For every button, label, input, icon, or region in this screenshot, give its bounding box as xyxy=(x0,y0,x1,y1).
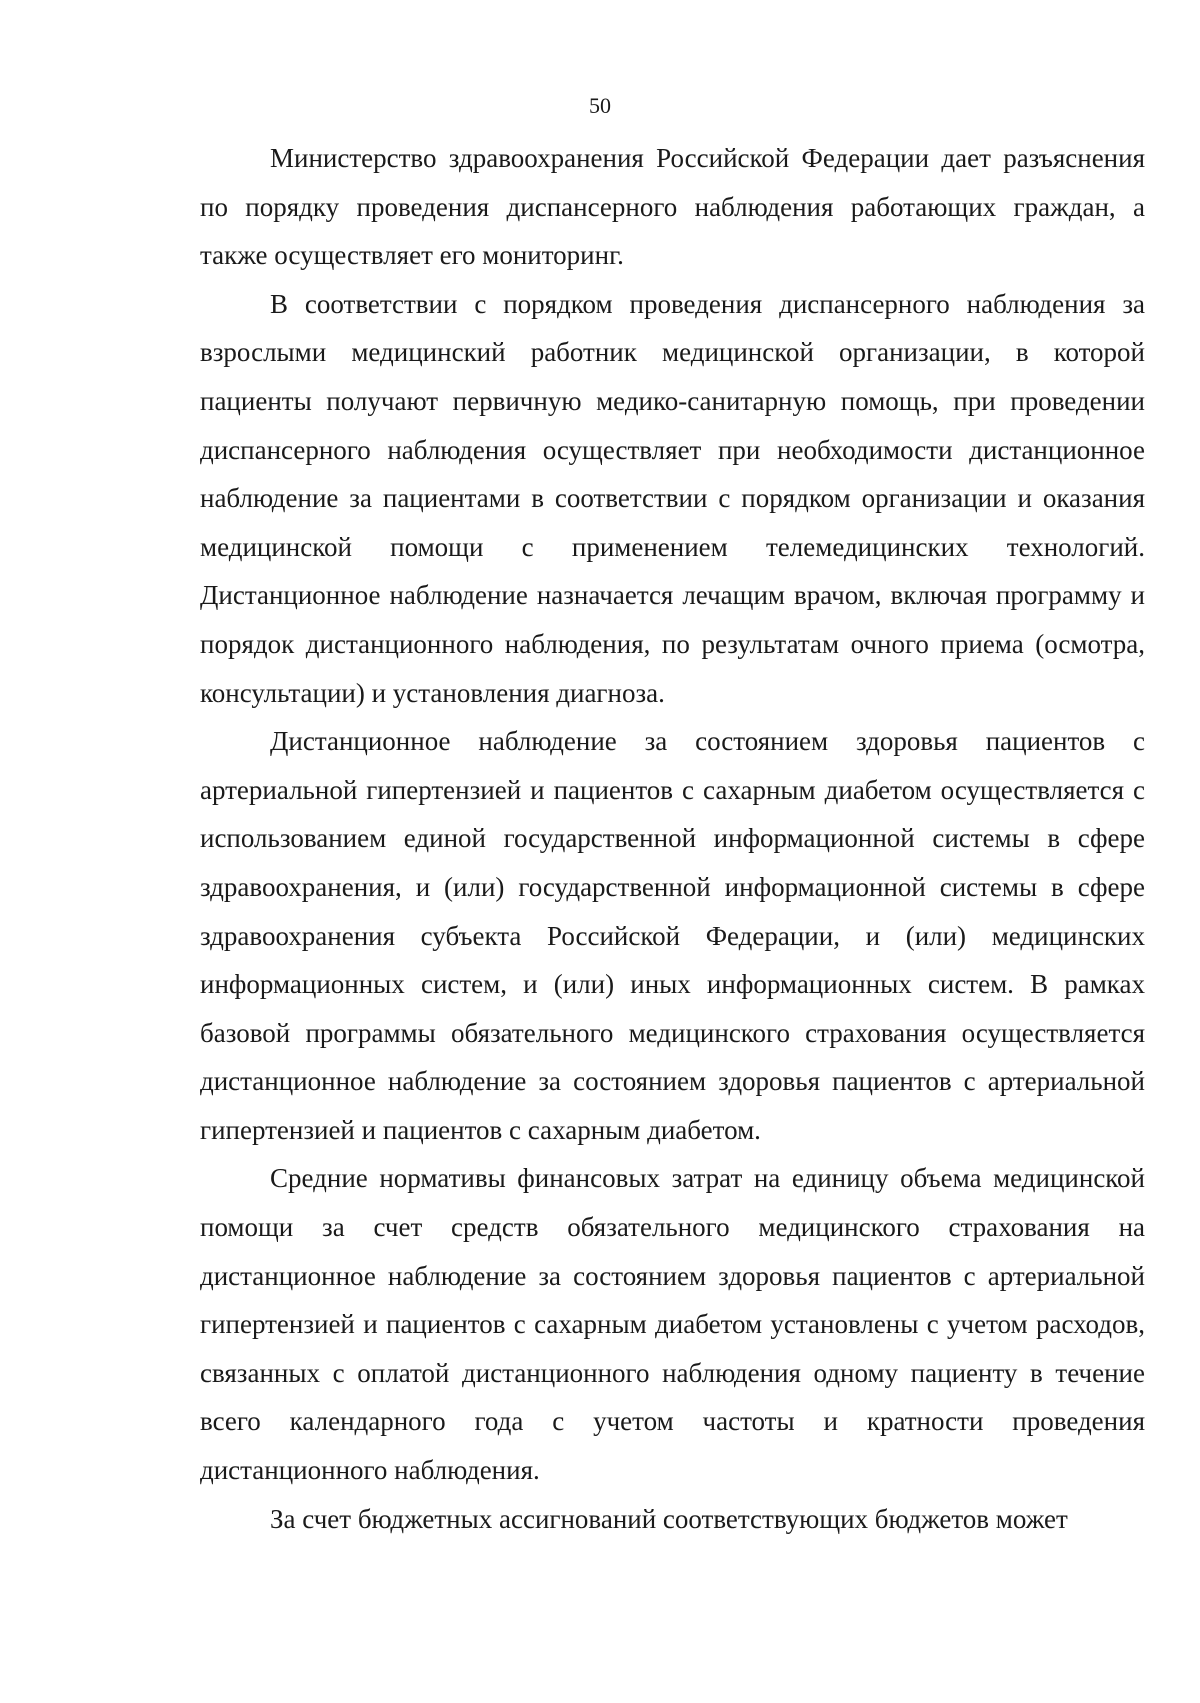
paragraph-ministry-clarifications: Министерство здравоохранения Российской Федерации дает разъяснения по порядку проведения диспансерного наблюдения работающих граждан, а также осуществляет его мониторинг. xyxy=(200,143,1145,271)
document-body xyxy=(200,134,1145,1543)
page-number: 50 xyxy=(589,93,611,118)
paragraph-budget-allocations: За счет бюджетных ассигнований соответствующих бюджетов может xyxy=(270,1503,1068,1534)
paragraph-remote-monitoring-systems: Дистанционное наблюдение за состоянием здоровья пациентов с артериальной гипертензией и пациентов с сахарным диабетом осуществляется с использованием единой государственной информационной системы в сфере здравоохранения, и (или) государственной информационной системы в сфере здравоохранения субъекта Российской Федерации, и (или) медицинских информационных систем, и (или) иных информационных систем. В рамках базовой программы обязательного медицинского страхования осуществляется дистанционное наблюдение за состоянием здоровья пациентов с артериальной гипертензией и пациентов с сахарным диабетом. xyxy=(200,726,1145,1145)
paragraph-remote-monitoring-procedure: В соответствии с порядком проведения диспансерного наблюдения за взрослыми медицинский работник медицинской организации, в которой пациенты получают первичную медико-санитарную помощь, при проведении диспансерного наблюдения осуществляет при необходимости дистанционное наблюдение за пациентами в соответствии с порядком организации и оказания медицинской помощи с применением телемедицинских технологий. Дистанционное наблюдение назначается лечащим врачом, включая программу и порядок дистанционного наблюдения, по результатам очного приема (осмотра, консультации) и установления диагноза. xyxy=(200,288,1145,708)
paragraph-financial-standards: Средние нормативы финансовых затрат на единицу объема медицинской помощи за счет средств обязательного медицинского страхования на дистанционное наблюдение за состоянием здоровья пациентов с артериальной гипертензией и пациентов с сахарным диабетом установлены с учетом расходов, связанных с оплатой дистанционного наблюдения одному пациенту в течение всего календарного года с учетом частоты и кратности проведения дистанционного наблюдения. xyxy=(200,1163,1145,1486)
